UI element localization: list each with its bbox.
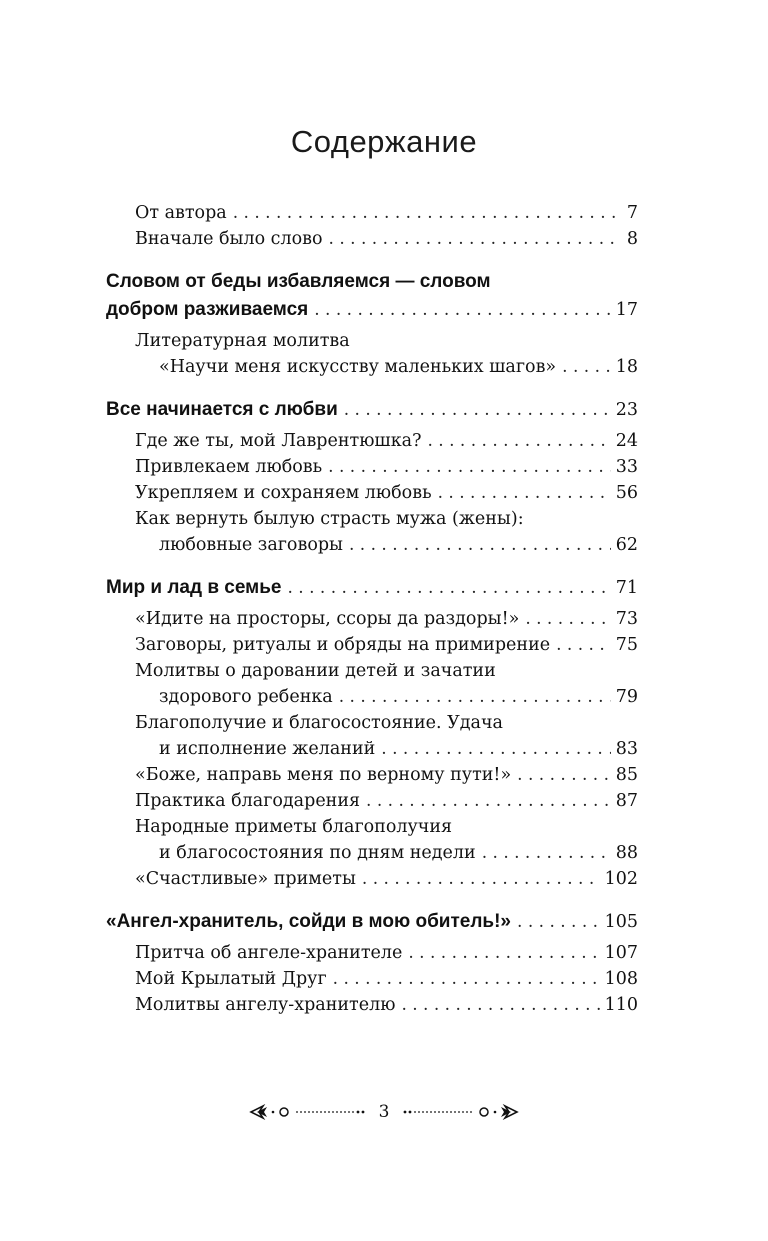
toc-entry[interactable]: Укрепляем и сохраняем любовь . . . 56 — [106, 480, 638, 506]
page-ref: 71 — [615, 578, 638, 598]
toc-entry[interactable]: Практика благодарения . . . 87 — [106, 788, 638, 814]
page-ref: 33 — [615, 457, 638, 477]
toc-entry[interactable]: Притча об ангеле-хранителе . . . 107 — [106, 940, 638, 966]
section-heading[interactable]: добром разживаемся . . . 17 — [106, 296, 638, 324]
page-ref: 23 — [615, 400, 638, 420]
page-ref: 107 — [604, 943, 638, 963]
page-ref: 85 — [615, 765, 638, 785]
page-ref: 24 — [615, 431, 638, 451]
page-ref: 75 — [615, 635, 638, 655]
page-ref: 7 — [626, 203, 638, 223]
page-ref: 102 — [604, 869, 638, 889]
page-ref: 18 — [615, 357, 638, 377]
page-ref: 108 — [604, 969, 638, 989]
toc-entry[interactable]: Заговоры, ритуалы и обряды на примирение . . . 75 — [106, 632, 638, 658]
page-ref: 62 — [615, 535, 638, 555]
toc-entry-cont[interactable]: здорового ребенка . . . 79 — [106, 684, 638, 710]
toc-entry[interactable]: Благополучие и благосостояние. Удача — [135, 713, 503, 733]
section-heading-line[interactable]: Словом от беды избавляемся — словом — [106, 271, 491, 292]
toc-entry[interactable]: Народные приметы благополучия — [135, 817, 453, 837]
toc-entry[interactable]: От автора . . . 7 — [106, 200, 638, 226]
page-ref: 88 — [615, 843, 638, 863]
toc-entry[interactable]: Мой Крылатый Друг . . . 108 — [106, 966, 638, 992]
section-heading[interactable]: Мир и лад в семье . . . 71 — [106, 574, 638, 602]
page-ref: 79 — [615, 687, 638, 707]
page-ref: 87 — [615, 791, 638, 811]
page-ref: 105 — [604, 912, 638, 932]
page-ref: 73 — [615, 609, 638, 629]
toc-entry[interactable]: Молитвы ангелу-хранителю . . . 110 — [106, 992, 638, 1018]
ornament-right-icon — [401, 1104, 519, 1120]
page-ref: 83 — [615, 739, 638, 759]
toc-group-intro — [106, 200, 638, 252]
toc-entry[interactable]: Где же ты, мой Лаврентюшка? . . . 24 — [106, 428, 638, 454]
toc-section-2 — [106, 396, 638, 558]
toc-entry[interactable]: Молитвы о даровании детей и зачатии — [135, 661, 496, 681]
toc-entry[interactable]: Вначале было слово . . . 8 — [106, 226, 638, 252]
page-ref: 17 — [615, 300, 638, 320]
toc-section-4 — [106, 908, 638, 1018]
page-ref: 110 — [604, 995, 638, 1015]
section-heading[interactable]: «Ангел-хранитель, сойди в мою обитель!» . . . 105 — [106, 908, 638, 936]
page-ref: 8 — [626, 229, 638, 249]
toc-entry-cont[interactable]: и исполнение желаний . . . 83 — [106, 736, 638, 762]
page-footer — [230, 1099, 538, 1125]
page-title: Содержание — [290, 124, 478, 159]
toc-section-3 — [106, 574, 638, 892]
toc-entry-cont[interactable]: любовные заговоры . . . 62 — [106, 532, 638, 558]
page-ref: 56 — [615, 483, 638, 503]
toc-entry[interactable]: Привлекаем любовь . . . 33 — [106, 454, 638, 480]
toc-entry[interactable]: «Счастливые» приметы . . . 102 — [106, 866, 638, 892]
page-number: 3 — [378, 1102, 390, 1122]
toc-entry[interactable]: «Боже, направь меня по верному пути!» . . . 85 — [106, 762, 638, 788]
ornament-left-icon — [249, 1104, 367, 1120]
toc-section-1 — [106, 268, 638, 380]
table-of-contents — [106, 200, 638, 1034]
toc-entry[interactable]: Как вернуть былую страсть мужа (жены): — [135, 509, 524, 529]
section-heading[interactable]: Все начинается с любви . . . 23 — [106, 396, 638, 424]
toc-entry[interactable]: «Идите на просторы, ссоры да раздоры!» . . . 73 — [106, 606, 638, 632]
toc-entry-cont[interactable]: и благосостояния по дням недели . . . 88 — [106, 840, 638, 866]
toc-entry-cont[interactable]: «Научи меня искусству маленьких шагов» . . . 18 — [106, 354, 638, 380]
toc-entry[interactable]: Литературная молитва — [135, 331, 350, 351]
